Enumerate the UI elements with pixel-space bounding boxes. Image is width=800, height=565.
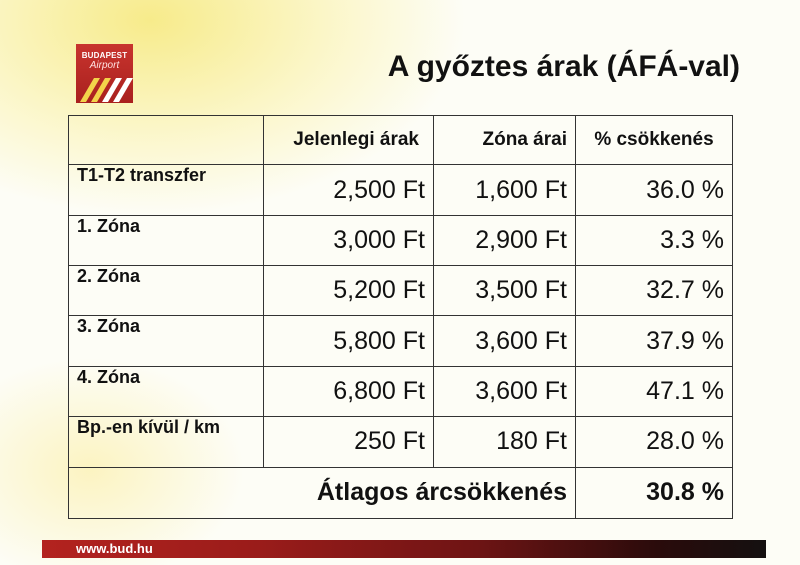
page-title: A győztes árak (ÁFÁ-val) (387, 50, 740, 83)
table-header-row (69, 116, 733, 165)
header-current-prices: Jelenlegi árak (264, 116, 434, 165)
zone-price: 2,900 Ft (434, 215, 576, 265)
logo-text-bottom: Airport (89, 60, 120, 71)
average-row (69, 467, 733, 518)
average-value: 30.8 % (576, 467, 733, 518)
current-price: 2,500 Ft (264, 165, 434, 215)
table-row (69, 266, 733, 316)
table-row (69, 417, 733, 467)
zone-price: 3,500 Ft (434, 266, 576, 316)
row-label: 4. Zóna (69, 366, 264, 416)
footer-url: www.bud.hu (76, 541, 153, 556)
current-price: 250 Ft (264, 417, 434, 467)
zone-price: 1,600 Ft (434, 165, 576, 215)
current-price: 5,200 Ft (264, 266, 434, 316)
table-row (69, 316, 733, 366)
reduction-percent: 36.0 % (576, 165, 733, 215)
header-empty (69, 116, 264, 165)
header-zone-prices: Zóna árai (434, 116, 576, 165)
current-price: 6,800 Ft (264, 366, 434, 416)
footer-bar (42, 540, 766, 558)
table-row (69, 366, 733, 416)
runway-stripes-icon (76, 72, 133, 103)
row-label: 2. Zóna (69, 266, 264, 316)
current-price: 5,800 Ft (264, 316, 434, 366)
logo-text-top: BUDAPEST (81, 51, 128, 60)
reduction-percent: 32.7 % (576, 266, 733, 316)
table-row (69, 165, 733, 215)
fare-table (68, 115, 733, 519)
current-price: 3,000 Ft (264, 215, 434, 265)
average-label: Átlagos árcsökkenés (69, 467, 576, 518)
zone-price: 180 Ft (434, 417, 576, 467)
header-reduction: % csökkenés (576, 116, 733, 165)
row-label: T1-T2 transzfer (69, 165, 264, 215)
reduction-percent: 37.9 % (576, 316, 733, 366)
table-row (69, 215, 733, 265)
row-label: 3. Zóna (69, 316, 264, 366)
row-label: 1. Zóna (69, 215, 264, 265)
budapest-airport-logo (76, 44, 133, 103)
zone-price: 3,600 Ft (434, 316, 576, 366)
reduction-percent: 47.1 % (576, 366, 733, 416)
reduction-percent: 3.3 % (576, 215, 733, 265)
row-label: Bp.-en kívül / km (69, 417, 264, 467)
reduction-percent: 28.0 % (576, 417, 733, 467)
zone-price: 3,600 Ft (434, 366, 576, 416)
